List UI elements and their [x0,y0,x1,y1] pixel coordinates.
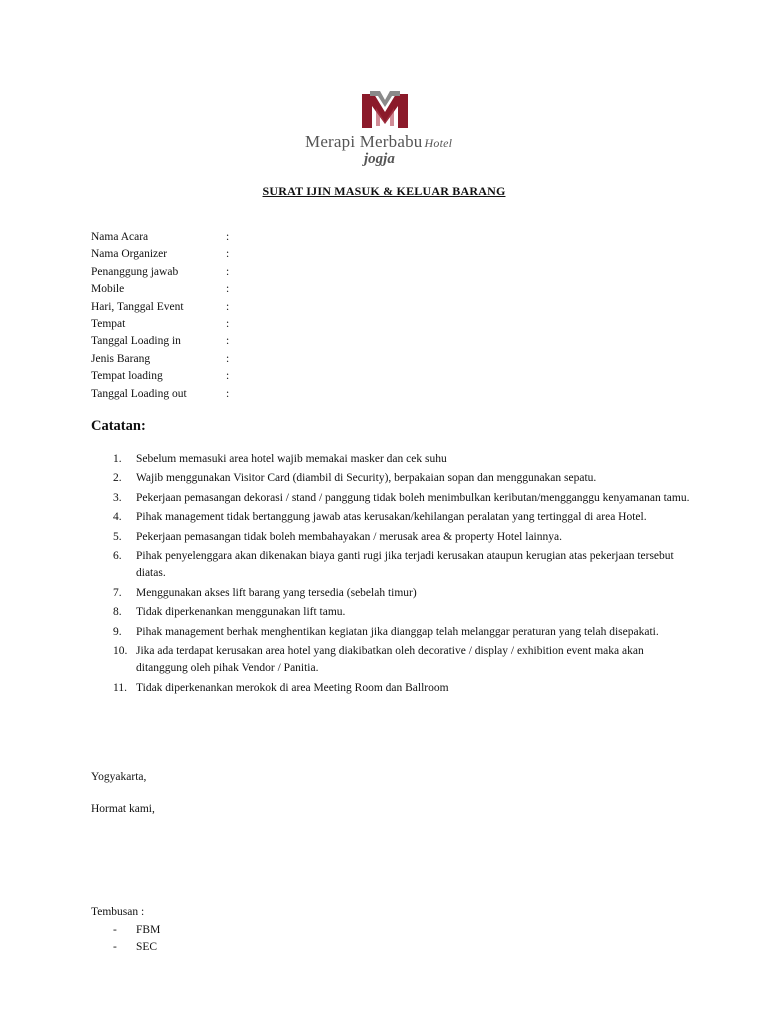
cc-text: FBM [136,924,161,936]
field-label: Nama Acara [91,231,149,243]
field-nama-acara [91,229,291,246]
field-label: Tempat [91,317,126,330]
note-number: 3. [113,491,122,504]
note-item [91,509,691,526]
note-item [91,643,691,678]
note-number: 10. [113,645,128,658]
field-colon: : [226,335,230,348]
cc-item [91,939,211,956]
note-item [91,585,691,602]
note-text: Menggunakan akses lift barang yang tersedia (sebelah timur) [136,586,417,599]
hotel-logo-hotel: Hotel [424,136,453,150]
note-item [91,604,691,621]
note-number: 6. [113,550,122,563]
cc-list [91,922,211,955]
field-label: Jenis Barang [91,352,151,365]
note-text: Pihak penyelenggara akan dikenakan biaya ganti rugi jika terjadi kerusakan ataupun kerugian atas pekerjaan tersebut diatas. [136,550,674,580]
field-colon: : [226,370,230,383]
cc-dash: - [113,924,117,936]
note-number: 2. [113,472,122,485]
closing-place: Yogyakarta, [91,771,147,783]
field-tempat-loading [91,368,291,385]
field-label: Tempat loading [91,370,163,383]
cc-label: Tembusan : [91,906,145,918]
note-text: Tidak diperkenankan merokok di area Meeting Room dan Ballroom [136,681,449,694]
note-text: Pekerjaan pemasangan tidak boleh membahayakan / merusak area & property Hotel lainnya. [136,530,562,543]
note-text: Sebelum memasuki area hotel wajib memakai masker dan cek suhu [136,453,447,465]
note-number: 4. [113,511,122,524]
field-hari-tanggal-event [91,299,291,316]
form-fields [91,229,291,403]
field-colon: : [226,283,230,296]
field-label: Tanggal Loading out [91,387,187,400]
field-tanggal-loading-out [91,386,291,403]
note-item [91,470,691,487]
hotel-logo [302,88,472,178]
cc-dash: - [113,940,117,953]
field-colon: : [226,387,230,400]
notes-list [91,451,691,699]
note-item [91,490,691,507]
note-text: Tidak diperkenankan menggunakan lift tamu. [136,606,346,619]
note-item [91,624,691,641]
hotel-logo-name: Merapi Merbabu Hotel [305,132,453,151]
field-colon: : [226,352,230,365]
cc-text: SEC [136,940,158,953]
field-colon: : [226,231,230,243]
field-tempat [91,316,291,333]
field-label: Nama Organizer [91,248,168,261]
note-item [91,451,691,468]
field-colon: : [226,248,230,261]
field-penanggung-jawab [91,264,291,281]
note-item [91,680,691,697]
note-number: 5. [113,530,122,543]
note-number: 1. [113,453,122,465]
note-number: 11. [113,681,127,694]
field-colon: : [226,317,230,330]
note-text: Pihak management berhak menghentikan kegiatan jika dianggap telah melanggar peraturan yang telah disepakati. [136,625,659,638]
note-number: 9. [113,625,122,638]
field-label: Hari, Tanggal Event [91,300,184,313]
closing-regards: Hormat kami, [91,803,155,815]
note-item [91,548,691,583]
field-colon: : [226,300,230,313]
note-text: Pekerjaan pemasangan dekorasi / stand / panggung tidak boleh menimbulkan keributan/mengganggu kenyamanan tamu. [136,491,690,504]
field-mobile [91,281,291,298]
note-number: 7. [113,586,122,599]
note-item [91,529,691,546]
field-label: Tanggal Loading in [91,335,181,348]
field-label: Mobile [91,283,125,296]
field-tanggal-loading-in [91,333,291,350]
note-text: Jika ada terdapat kerusakan area hotel yang diakibatkan oleh decorative / display / exhibition event maka akan ditanggung oleh pihak Vendor / Panitia. [136,645,644,675]
field-colon: : [226,265,230,278]
note-number: 8. [113,606,122,619]
note-text: Wajib menggunakan Visitor Card (diambil di Security), berpakaian sopan dan menggunakan sepatu. [136,472,597,485]
notes-heading: Catatan: [91,418,146,434]
note-text: Pihak management tidak bertanggung jawab atas kerusakan/kehilangan peralatan yang tertinggal di area Hotel. [136,511,647,524]
cc-item [91,922,211,939]
field-jenis-barang [91,351,291,368]
hotel-logo-city: jogja [364,151,395,167]
field-nama-organizer [91,246,291,263]
document-title: SURAT IJIN MASUK & KELUAR BARANG [262,184,506,198]
field-label: Penanggung jawab [91,265,179,278]
hotel-logo-mark-icon [360,90,410,130]
